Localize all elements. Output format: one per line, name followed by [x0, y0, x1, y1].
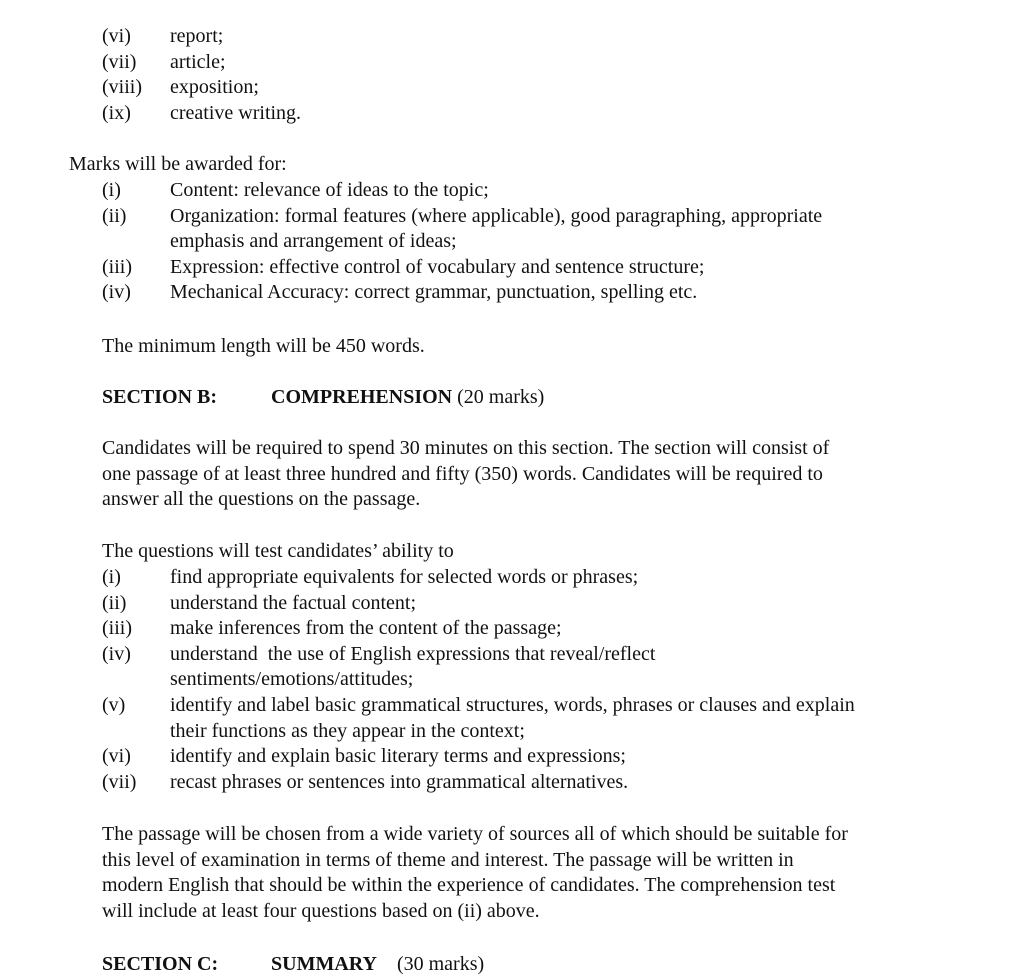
list-item-text: Content: relevance of ideas to the topic;	[170, 179, 489, 201]
section-c-label: SECTION C:	[102, 953, 219, 975]
list-item-text: sentiments/emotions/attitudes;	[170, 668, 414, 691]
list-item-number: (vii)	[102, 770, 137, 793]
section-c-name: SUMMARY	[271, 953, 377, 975]
list-item	[102, 101, 982, 127]
paragraph-line: one passage of at least three hundred and fifty (350) words. Candidates will be required to	[102, 462, 823, 485]
list-item-continuation	[102, 667, 982, 693]
list-item-text: Mechanical Accuracy: correct grammar, punctuation, spelling etc.	[170, 281, 698, 304]
list-item-number: (viii)	[102, 76, 142, 99]
minimum-length-note: The minimum length will be 450 words.	[102, 335, 425, 357]
list-item	[102, 616, 982, 642]
list-item	[102, 50, 982, 76]
section-c-heading	[102, 951, 702, 977]
section-b-title	[271, 384, 544, 410]
list-item-number: (iv)	[102, 281, 131, 304]
passage-paragraph	[102, 822, 982, 924]
list-item-continuation	[102, 229, 982, 255]
paragraph-line: The passage will be chosen from a wide variety of sources all of which should be suitable for	[102, 823, 848, 845]
list-item-number: (i)	[102, 566, 121, 588]
section-b-heading	[102, 384, 702, 410]
list-item-number: (iii)	[102, 617, 132, 640]
list-item-continuation	[102, 719, 982, 745]
list-item	[102, 770, 982, 796]
list-item	[102, 565, 982, 591]
list-item-number: (vii)	[102, 50, 137, 73]
list-item-text: Expression: effective control of vocabulary and sentence structure;	[170, 255, 705, 278]
list-item-number: (vi)	[102, 25, 131, 47]
section-b-name: COMPREHENSION	[271, 386, 453, 408]
list-item-number: (iii)	[102, 255, 132, 278]
section-c-title	[271, 951, 484, 977]
list-item-text: understand the factual content;	[170, 591, 417, 614]
list-item-number: (v)	[102, 693, 126, 716]
list-item-text: identify and label basic grammatical structures, words, phrases or clauses and explain	[170, 693, 855, 716]
list-item-text: find appropriate equivalents for selected words or phrases;	[170, 566, 639, 588]
marks-criteria-list	[102, 178, 982, 306]
list-item-number: (i)	[102, 179, 121, 201]
list-item-text: recast phrases or sentences into grammatical alternatives.	[170, 770, 629, 793]
list-item	[102, 280, 982, 306]
list-item	[102, 204, 982, 230]
list-item-number: (ix)	[102, 101, 131, 124]
section-b-paragraph	[102, 436, 982, 513]
list-item-number: (ii)	[102, 204, 127, 227]
list-item	[102, 178, 982, 204]
list-item-text: emphasis and arrangement of ideas;	[170, 230, 457, 253]
list-item-text: report;	[170, 25, 224, 47]
list-item	[102, 255, 982, 281]
marks-intro: Marks will be awarded for:	[69, 153, 287, 175]
list-item	[102, 24, 982, 50]
list-item-text: make inferences from the content of the passage;	[170, 617, 562, 640]
list-item	[102, 642, 982, 668]
questions-list	[102, 565, 982, 795]
paragraph-line: modern English that should be within the experience of candidates. The comprehension test	[102, 874, 836, 897]
questions-intro: The questions will test candidates’ ability to	[102, 540, 454, 562]
list-item-text: article;	[170, 50, 226, 73]
list-item-number: (iv)	[102, 642, 131, 665]
list-item-text: creative writing.	[170, 101, 302, 124]
section-c-marks: (30 marks)	[396, 953, 485, 975]
paragraph-line: will include at least four questions based on (ii) above.	[102, 899, 540, 922]
list-item	[102, 744, 982, 770]
list-item-text: understand the use of English expressions that reveal/reflect	[170, 642, 656, 665]
section-b-marks: (20 marks)	[457, 386, 545, 408]
paragraph-line: answer all the questions on the passage.	[102, 488, 421, 511]
paragraph-line: Candidates will be required to spend 30 minutes on this section. The section will consist of	[102, 437, 830, 459]
list-item	[102, 75, 982, 101]
list-item-text: their functions as they appear in the context;	[170, 719, 525, 742]
list-item-text: identify and explain basic literary terms and expressions;	[170, 745, 626, 768]
list-item	[102, 591, 982, 617]
writing-types-list	[102, 24, 982, 126]
list-item-text: exposition;	[170, 76, 259, 99]
list-item-number: (ii)	[102, 591, 127, 614]
paragraph-line: this level of examination in terms of theme and interest. The passage will be written in	[102, 848, 794, 871]
list-item	[102, 693, 982, 719]
list-item-text: Organization: formal features (where applicable), good paragraphing, appropriate	[170, 204, 823, 227]
list-item-number: (vi)	[102, 745, 131, 768]
section-b-label: SECTION B:	[102, 386, 218, 408]
